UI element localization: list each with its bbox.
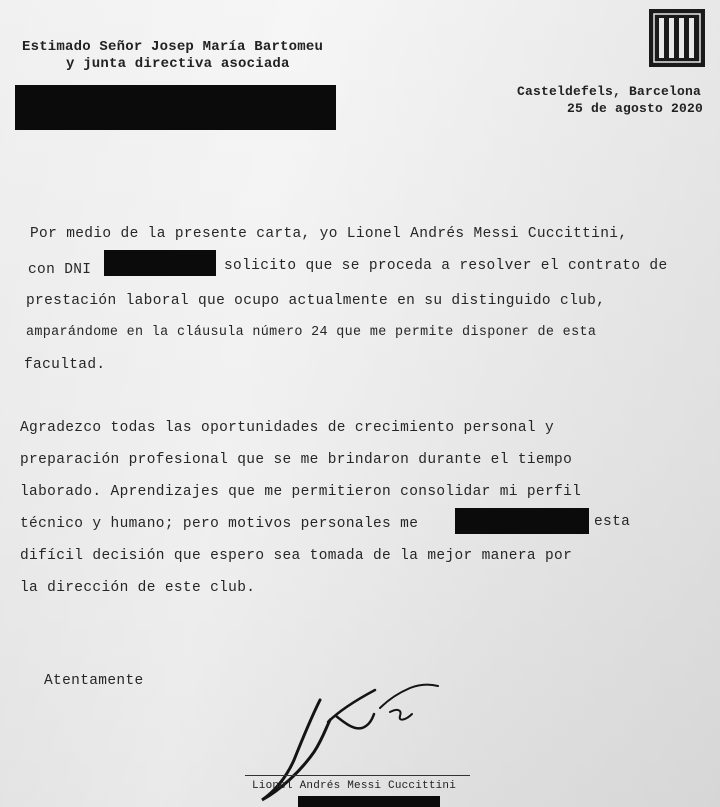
closing-text: Atentamente <box>44 673 144 689</box>
p1-line-1: Por medio de la presente carta, yo Lionel Andrés Messi Cuccittini, <box>30 226 628 242</box>
salutation-line-2: y junta directiva asociada <box>66 56 290 72</box>
p1-line-2b: solicito que se proceda a resolver el contrato de <box>224 258 668 274</box>
place-line: Casteldefels, Barcelona <box>517 84 702 99</box>
redaction-bar <box>455 508 589 534</box>
p2-line-1: Agradezco todas las oportunidades de crecimiento personal y <box>20 420 555 436</box>
p2-line-4a: técnico y humano; pero motivos personales me <box>20 516 419 532</box>
p1-line-4: amparándome en la cláusula número 24 que me permite disponer de esta <box>26 325 597 340</box>
p2-line-4b: esta <box>594 514 631 530</box>
p1-line-5: facultad. <box>24 357 106 373</box>
signature-line <box>245 775 470 776</box>
redaction-bar <box>104 250 216 276</box>
p2-line-2: preparación profesional que se me brindaron durante el tiempo <box>20 452 573 468</box>
redaction-bar <box>15 85 336 130</box>
p2-line-5: difícil decisión que espero sea tomada de la mejor manera por <box>20 548 573 564</box>
signatory-name: Lionel Andrés Messi Cuccittini <box>252 780 457 792</box>
club-seal-logo <box>648 8 706 68</box>
p1-line-3: prestación laboral que ocupo actualmente en su distinguido club, <box>26 293 606 309</box>
p1-line-2a: con DNI <box>28 262 92 278</box>
date-line: 25 de agosto 2020 <box>567 101 704 116</box>
p2-line-6: la dirección de este club. <box>20 580 256 596</box>
salutation-line-1: Estimado Señor Josep María Bartomeu <box>22 39 324 55</box>
redaction-bar <box>298 796 440 807</box>
p2-line-3: laborado. Aprendizajes que me permitieron consolidar mi perfil <box>20 484 582 500</box>
